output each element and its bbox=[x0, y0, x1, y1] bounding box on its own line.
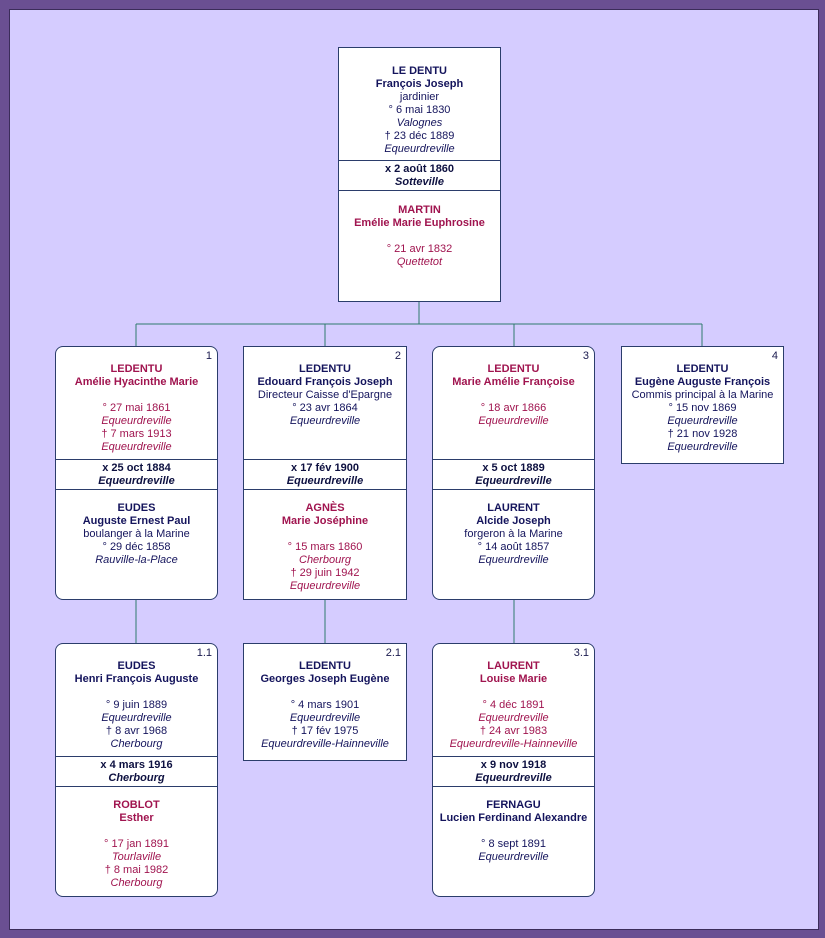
child-person bbox=[56, 363, 217, 454]
marriage-date: x 4 mars 1916 bbox=[100, 759, 173, 771]
birth-place: Rauville-la-Place bbox=[95, 554, 178, 566]
card-number: 4 bbox=[771, 350, 778, 362]
marriage bbox=[433, 756, 594, 787]
marriage-place: Sotteville bbox=[395, 176, 444, 188]
birth-place: Equeurdreville bbox=[289, 712, 361, 724]
birth: ° 21 avr 1832 bbox=[386, 243, 453, 255]
surname: LEDENTU bbox=[487, 363, 540, 375]
window-bottom-bar bbox=[0, 930, 825, 938]
birth: ° 9 juin 1889 bbox=[105, 699, 168, 711]
birth-place: Equeurdreville bbox=[289, 415, 361, 427]
birth-place: Equeurdreville bbox=[101, 712, 172, 724]
card-number: 2.1 bbox=[385, 647, 401, 659]
occupation: jardinier bbox=[399, 91, 440, 103]
given-names: Georges Joseph Eugène bbox=[260, 673, 390, 685]
death: † 21 nov 1928 bbox=[667, 428, 738, 440]
card-number: 3.1 bbox=[573, 647, 589, 659]
spouse bbox=[244, 502, 406, 593]
spouse bbox=[56, 502, 217, 567]
birth-place: Cherbourg bbox=[299, 554, 351, 566]
death: † 17 fév 1975 bbox=[291, 725, 359, 737]
card-number: 1.1 bbox=[196, 647, 212, 659]
occupation: forgeron à la Marine bbox=[464, 528, 563, 540]
birth: ° 17 jan 1891 bbox=[104, 838, 169, 850]
birth: ° 14 août 1857 bbox=[477, 541, 550, 553]
birth-place: Quettetot bbox=[396, 256, 443, 268]
surname: LAURENT bbox=[487, 502, 540, 514]
grandchild-person bbox=[244, 660, 406, 751]
surname: EUDES bbox=[117, 502, 156, 514]
death-place: Equeurdreville bbox=[289, 580, 361, 592]
birth: ° 8 sept 1891 bbox=[481, 838, 546, 850]
marriage-date: x 9 nov 1918 bbox=[480, 759, 547, 771]
given-names: Alcide Joseph bbox=[476, 515, 551, 527]
birth-place: Equeurdreville bbox=[478, 415, 549, 427]
marriage bbox=[56, 756, 217, 787]
birth-place: Equeurdreville bbox=[101, 415, 172, 427]
child-person bbox=[433, 363, 594, 428]
birth: ° 4 mars 1901 bbox=[290, 699, 360, 711]
surname: MARTIN bbox=[398, 204, 441, 216]
marriage bbox=[56, 459, 217, 490]
child-card-4[interactable] bbox=[621, 346, 784, 464]
child-person bbox=[622, 363, 783, 454]
birth-place: Equeurdreville bbox=[478, 712, 549, 724]
grandchild-person bbox=[433, 660, 594, 751]
surname: AGNÈS bbox=[305, 502, 345, 514]
marriage-place: Equeurdreville bbox=[475, 475, 552, 487]
root-marriage bbox=[339, 160, 500, 191]
root-husband bbox=[339, 65, 500, 156]
child-person bbox=[244, 363, 406, 428]
marriage-place: Equeurdreville bbox=[286, 475, 364, 487]
surname: ROBLOT bbox=[113, 799, 160, 811]
birth: ° 23 avr 1864 bbox=[292, 402, 358, 414]
surname: LEDENTU bbox=[110, 363, 163, 375]
given-names: Henri François Auguste bbox=[74, 673, 199, 685]
given-names: Eugène Auguste François bbox=[634, 376, 771, 388]
marriage-date: x 5 oct 1889 bbox=[482, 462, 545, 474]
given-names: Auguste Ernest Paul bbox=[82, 515, 191, 527]
given-names: Lucien Ferdinand Alexandre bbox=[439, 812, 588, 824]
child-card-1[interactable] bbox=[55, 346, 218, 600]
marriage-date: x 17 fév 1900 bbox=[291, 462, 359, 474]
marriage-place: Cherbourg bbox=[108, 772, 165, 784]
death: † 8 mai 1982 bbox=[104, 864, 169, 876]
marriage-date: x 25 oct 1884 bbox=[102, 462, 171, 474]
given-names: Esther bbox=[119, 812, 154, 824]
surname: LE DENTU bbox=[392, 65, 447, 77]
card-number: 3 bbox=[582, 350, 589, 362]
birth: ° 15 nov 1869 bbox=[668, 402, 737, 414]
spouse bbox=[56, 799, 217, 890]
spouse bbox=[433, 799, 594, 864]
grandchild-card-1-1[interactable] bbox=[55, 643, 218, 897]
birth: ° 4 déc 1891 bbox=[482, 699, 545, 711]
marriage-place: Equeurdreville bbox=[98, 475, 175, 487]
death-place: Equeurdreville bbox=[384, 143, 455, 155]
death: † 29 juin 1942 bbox=[290, 567, 360, 579]
death: † 7 mars 1913 bbox=[101, 428, 172, 440]
birth: ° 27 mai 1861 bbox=[102, 402, 171, 414]
occupation: boulanger à la Marine bbox=[83, 528, 190, 540]
birth-place: Tourlaville bbox=[111, 851, 162, 863]
marriage bbox=[244, 459, 406, 490]
birth-place: Equeurdreville bbox=[478, 851, 549, 863]
birth: ° 18 avr 1866 bbox=[480, 402, 547, 414]
death-place: Equeurdreville bbox=[667, 441, 738, 453]
death-place: Equeurdreville-Hainneville bbox=[449, 738, 578, 750]
birth: ° 6 mai 1830 bbox=[388, 104, 451, 116]
grandchild-card-3-1[interactable] bbox=[432, 643, 595, 897]
spouse bbox=[433, 502, 594, 567]
grandchild-person bbox=[56, 660, 217, 751]
surname: LAURENT bbox=[487, 660, 540, 672]
death: † 24 avr 1983 bbox=[479, 725, 548, 737]
marriage-date: x 2 août 1860 bbox=[384, 163, 455, 175]
death-place: Equeurdreville bbox=[101, 441, 172, 453]
root-wife bbox=[339, 204, 500, 269]
death: † 8 avr 1968 bbox=[105, 725, 168, 737]
grandchild-card-2-1[interactable] bbox=[243, 643, 407, 761]
given-names: Amélie Hyacinthe Marie bbox=[74, 376, 199, 388]
given-names: Louise Marie bbox=[479, 673, 548, 685]
given-names: Marie Amélie Françoise bbox=[452, 376, 575, 388]
child-card-3[interactable] bbox=[432, 346, 595, 600]
death-place: Cherbourg bbox=[110, 738, 163, 750]
surname: EUDES bbox=[117, 660, 156, 672]
card-number: 1 bbox=[205, 350, 212, 362]
given-names: Edouard François Joseph bbox=[257, 376, 393, 388]
occupation: Commis principal à la Marine bbox=[631, 389, 774, 401]
death: † 23 déc 1889 bbox=[384, 130, 455, 142]
given-names: François Joseph bbox=[375, 78, 464, 90]
birth: ° 29 déc 1858 bbox=[102, 541, 171, 553]
child-card-2[interactable] bbox=[243, 346, 407, 600]
card-number: 2 bbox=[394, 350, 401, 362]
death-place: Cherbourg bbox=[110, 877, 163, 889]
marriage bbox=[433, 459, 594, 490]
surname: LEDENTU bbox=[299, 660, 351, 672]
root-couple-card[interactable] bbox=[338, 47, 501, 302]
marriage-place: Equeurdreville bbox=[475, 772, 552, 784]
given-names: Emélie Marie Euphrosine bbox=[354, 217, 485, 229]
surname: LEDENTU bbox=[299, 363, 351, 375]
surname: LEDENTU bbox=[676, 363, 729, 375]
occupation: Directeur Caisse d'Epargne bbox=[257, 389, 393, 401]
death-place: Equeurdreville-Hainneville bbox=[261, 738, 389, 750]
birth-place: Valognes bbox=[396, 117, 443, 129]
given-names: Marie Joséphine bbox=[281, 515, 369, 527]
birth: ° 15 mars 1860 bbox=[287, 541, 363, 553]
surname: FERNAGU bbox=[486, 799, 541, 811]
birth-place: Equeurdreville bbox=[667, 415, 738, 427]
birth-place: Equeurdreville bbox=[478, 554, 549, 566]
